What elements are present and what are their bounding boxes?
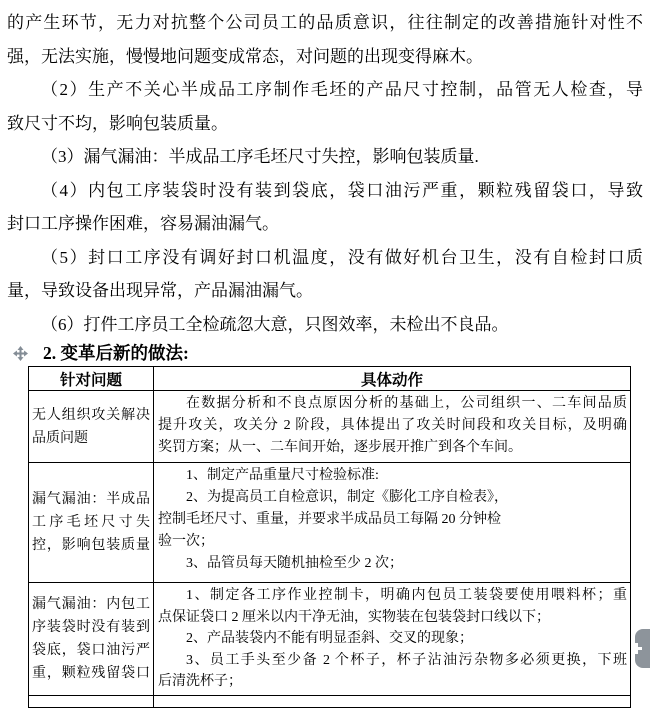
text-line: 漏气漏油：半成品	[32, 492, 150, 507]
text-line: 1、制定产品重量尺寸检验标准:	[186, 468, 379, 483]
text-line: 袋底，袋口油污严	[32, 642, 150, 658]
body-paragraphs	[7, 6, 643, 341]
text-line: 1、制定各工序作业控制卡，明确内包员工装袋要使用喂料杯；重	[186, 588, 627, 603]
problem-cell	[29, 463, 154, 583]
text-line: 3、员工手头至少备 2 个杯子，杯子沾油污杂物多必须更换，下班	[186, 652, 627, 668]
action-cell	[154, 463, 631, 583]
text-line: 验一次；	[158, 534, 214, 549]
table-move-handle-icon[interactable]	[13, 346, 28, 361]
text-line: （2）生产不关心半成品工序制作毛坯的产品尺寸控制，品管无人检查，导	[41, 80, 643, 99]
text-line: 漏气漏油：内包工	[32, 596, 150, 612]
text-line: 点保证袋口 2 厘米以内干净无油，实物装在包装袋封口线以下；	[158, 609, 550, 625]
table-header-action: 具体动作	[154, 367, 631, 391]
actions-table	[28, 366, 631, 708]
section-heading: 2. 变革后新的做法:	[43, 343, 189, 363]
text-line: 2、为提高员工自检意识，制定《膨化工序自检表》，	[186, 490, 508, 505]
table-header-row	[29, 367, 631, 391]
text-line: 封口工序操作困难，容易漏油漏气。	[7, 214, 279, 233]
text-line: 3、品管员每天随机抽检至少 2 次；	[186, 556, 403, 571]
actions-table-wrap	[28, 366, 630, 708]
table-row	[29, 463, 631, 583]
problem-cell	[29, 391, 154, 463]
text-line: 序装袋时没有装到	[32, 619, 150, 635]
text-line: 在数据分析和不良点原因分析的基础上，公司组织一、二车间品质	[186, 396, 627, 411]
text-line: 的产生环节，无力对抗整个公司员工的品质意识，往往制定的改善措施针对性不	[7, 13, 643, 32]
text-line: 品质问题	[32, 430, 88, 446]
expand-tab[interactable]	[635, 629, 650, 668]
action-cell	[154, 695, 631, 707]
table-row	[29, 391, 631, 463]
text-line: 强，无法实施，慢慢地问题变成常态，对问题的出现变得麻木。	[7, 46, 483, 66]
text-line: 2、产品装袋内不能有明显歪斜、交叉的现象；	[186, 631, 473, 646]
text-line: 控，影响包装质量	[32, 538, 150, 553]
text-line: （4）内包工序装袋时没有装到袋底，袋口油污严重，颗粒残留袋口，导致	[41, 180, 643, 200]
text-line: 致尺寸不均，影响包装质量。	[7, 113, 228, 133]
table-row	[29, 583, 631, 696]
text-line: 提升攻关，攻关分 2 阶段，具体提出了攻关时间段和攻关目标，及明确	[158, 418, 627, 433]
table-header-problem: 针对问题	[29, 367, 154, 391]
table-row-clipped	[29, 695, 631, 707]
text-line: 奖罚方案；从一、二车间开始，逐步展开推广到各个车间。	[158, 440, 522, 455]
action-cell	[154, 583, 631, 696]
text-line: 重，颗粒残留袋口	[32, 665, 150, 681]
plus-icon	[631, 643, 642, 654]
text-line: 后清洗杯子；	[158, 674, 242, 689]
text-line: （5）封口工序没有调好封口机温度，没有做好机台卫生，没有自检封口质	[41, 247, 643, 267]
text-line: 工序毛坯尺寸失	[32, 515, 150, 530]
text-line: 量，导致设备出现异常，产品漏油漏气。	[7, 281, 313, 300]
text-line: 无人组织攻关解决	[32, 407, 150, 423]
text-line: （3）漏气漏油：半成品工序毛坯尺寸失控，影响包装质量.	[41, 147, 479, 166]
text-line: （6）打件工序员工全检疏忽大意，只图效率，未检出不良品。	[41, 314, 509, 334]
action-cell	[154, 391, 631, 463]
problem-cell	[29, 583, 154, 696]
problem-cell	[29, 695, 154, 707]
text-line: 控制毛坯尺寸、重量，并要求半成品员工每隔 20 分钟检	[158, 512, 501, 527]
